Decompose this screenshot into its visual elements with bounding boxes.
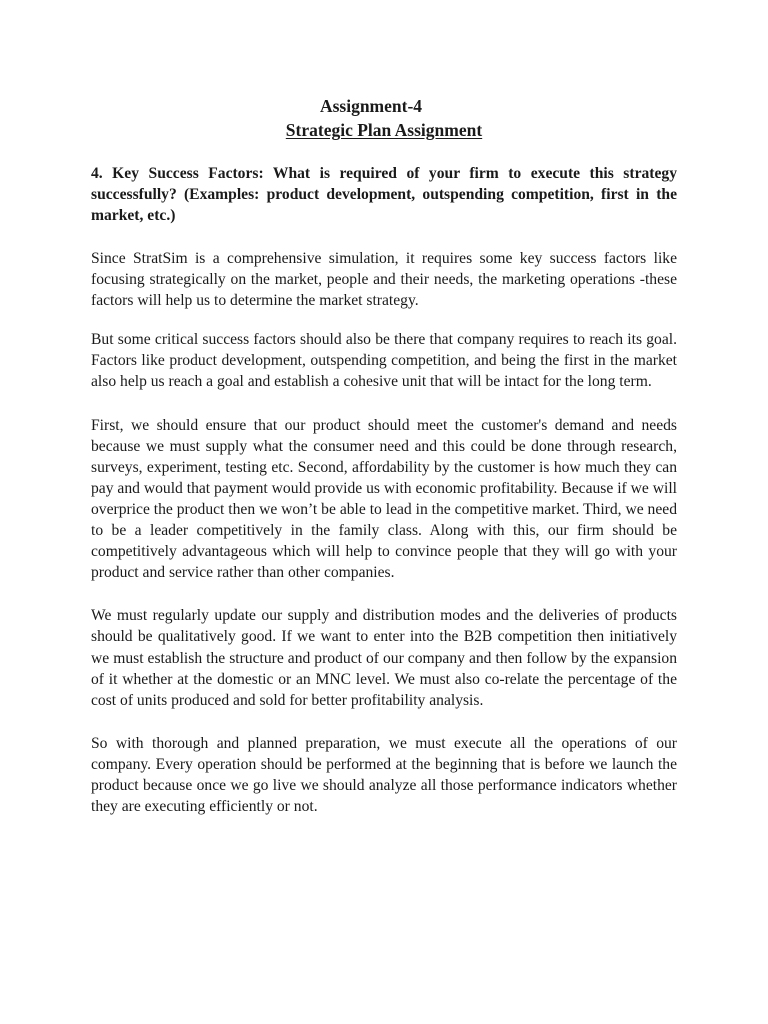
question-heading: 4. Key Success Factors: What is required of your firm to execute this strategy successfully? (Examples: product development, outspending competition, first in the market, etc.) <box>91 165 677 224</box>
document-content <box>91 94 677 835</box>
title-block <box>91 94 677 142</box>
paragraph-3: First, we should ensure that our product should meet the customer's demand and needs because we must supply what the consumer need and this could be done through research, surveys, experiment, testing etc. Second, affordability by the customer is how much they can pay and would that payment would provide us with economic profitability. Because if we will overprice the product then we won’t be able to lead in the competitive market. Third, we need to be a leader competitively in the family class. Along with this, our firm should be competitively advantageous which will help to convince people that they will go with your product and service rather than other companies. <box>91 416 677 582</box>
paragraph-4: We must regularly update our supply and distribution modes and the deliveries of products should be qualitatively good. If we want to enter into the B2B competition then initiatively we must establish the structure and product of our company and then follow by the expansion of it whether at the domestic or an MNC level. We must also co-relate the percentage of the cost of units produced and sold for better profitability analysis. <box>91 607 677 709</box>
paragraph-2: But some critical success factors should also be there that company requires to reach its goal. Factors like product development, outspending competition, and being the first in the market also help us reach a goal and establish a cohesive unit that will be intact for the long term. <box>91 331 677 391</box>
paragraph-5: So with thorough and planned preparation, we must execute all the operations of our company. Every operation should be performed at the beginning that is before we launch the product because once we go live we should analyze all those performance indicators whether they are executing efficiently or not. <box>91 734 677 816</box>
paragraph-1: Since StratSim is a comprehensive simulation, it requires some key success factors like focusing strategically on the market, people and their needs, the marketing operations -these factors will help us to determine the market strategy. <box>91 250 677 310</box>
document-title: Assignment-4 <box>319 96 423 116</box>
document-subtitle: Strategic Plan Assignment <box>285 120 483 140</box>
